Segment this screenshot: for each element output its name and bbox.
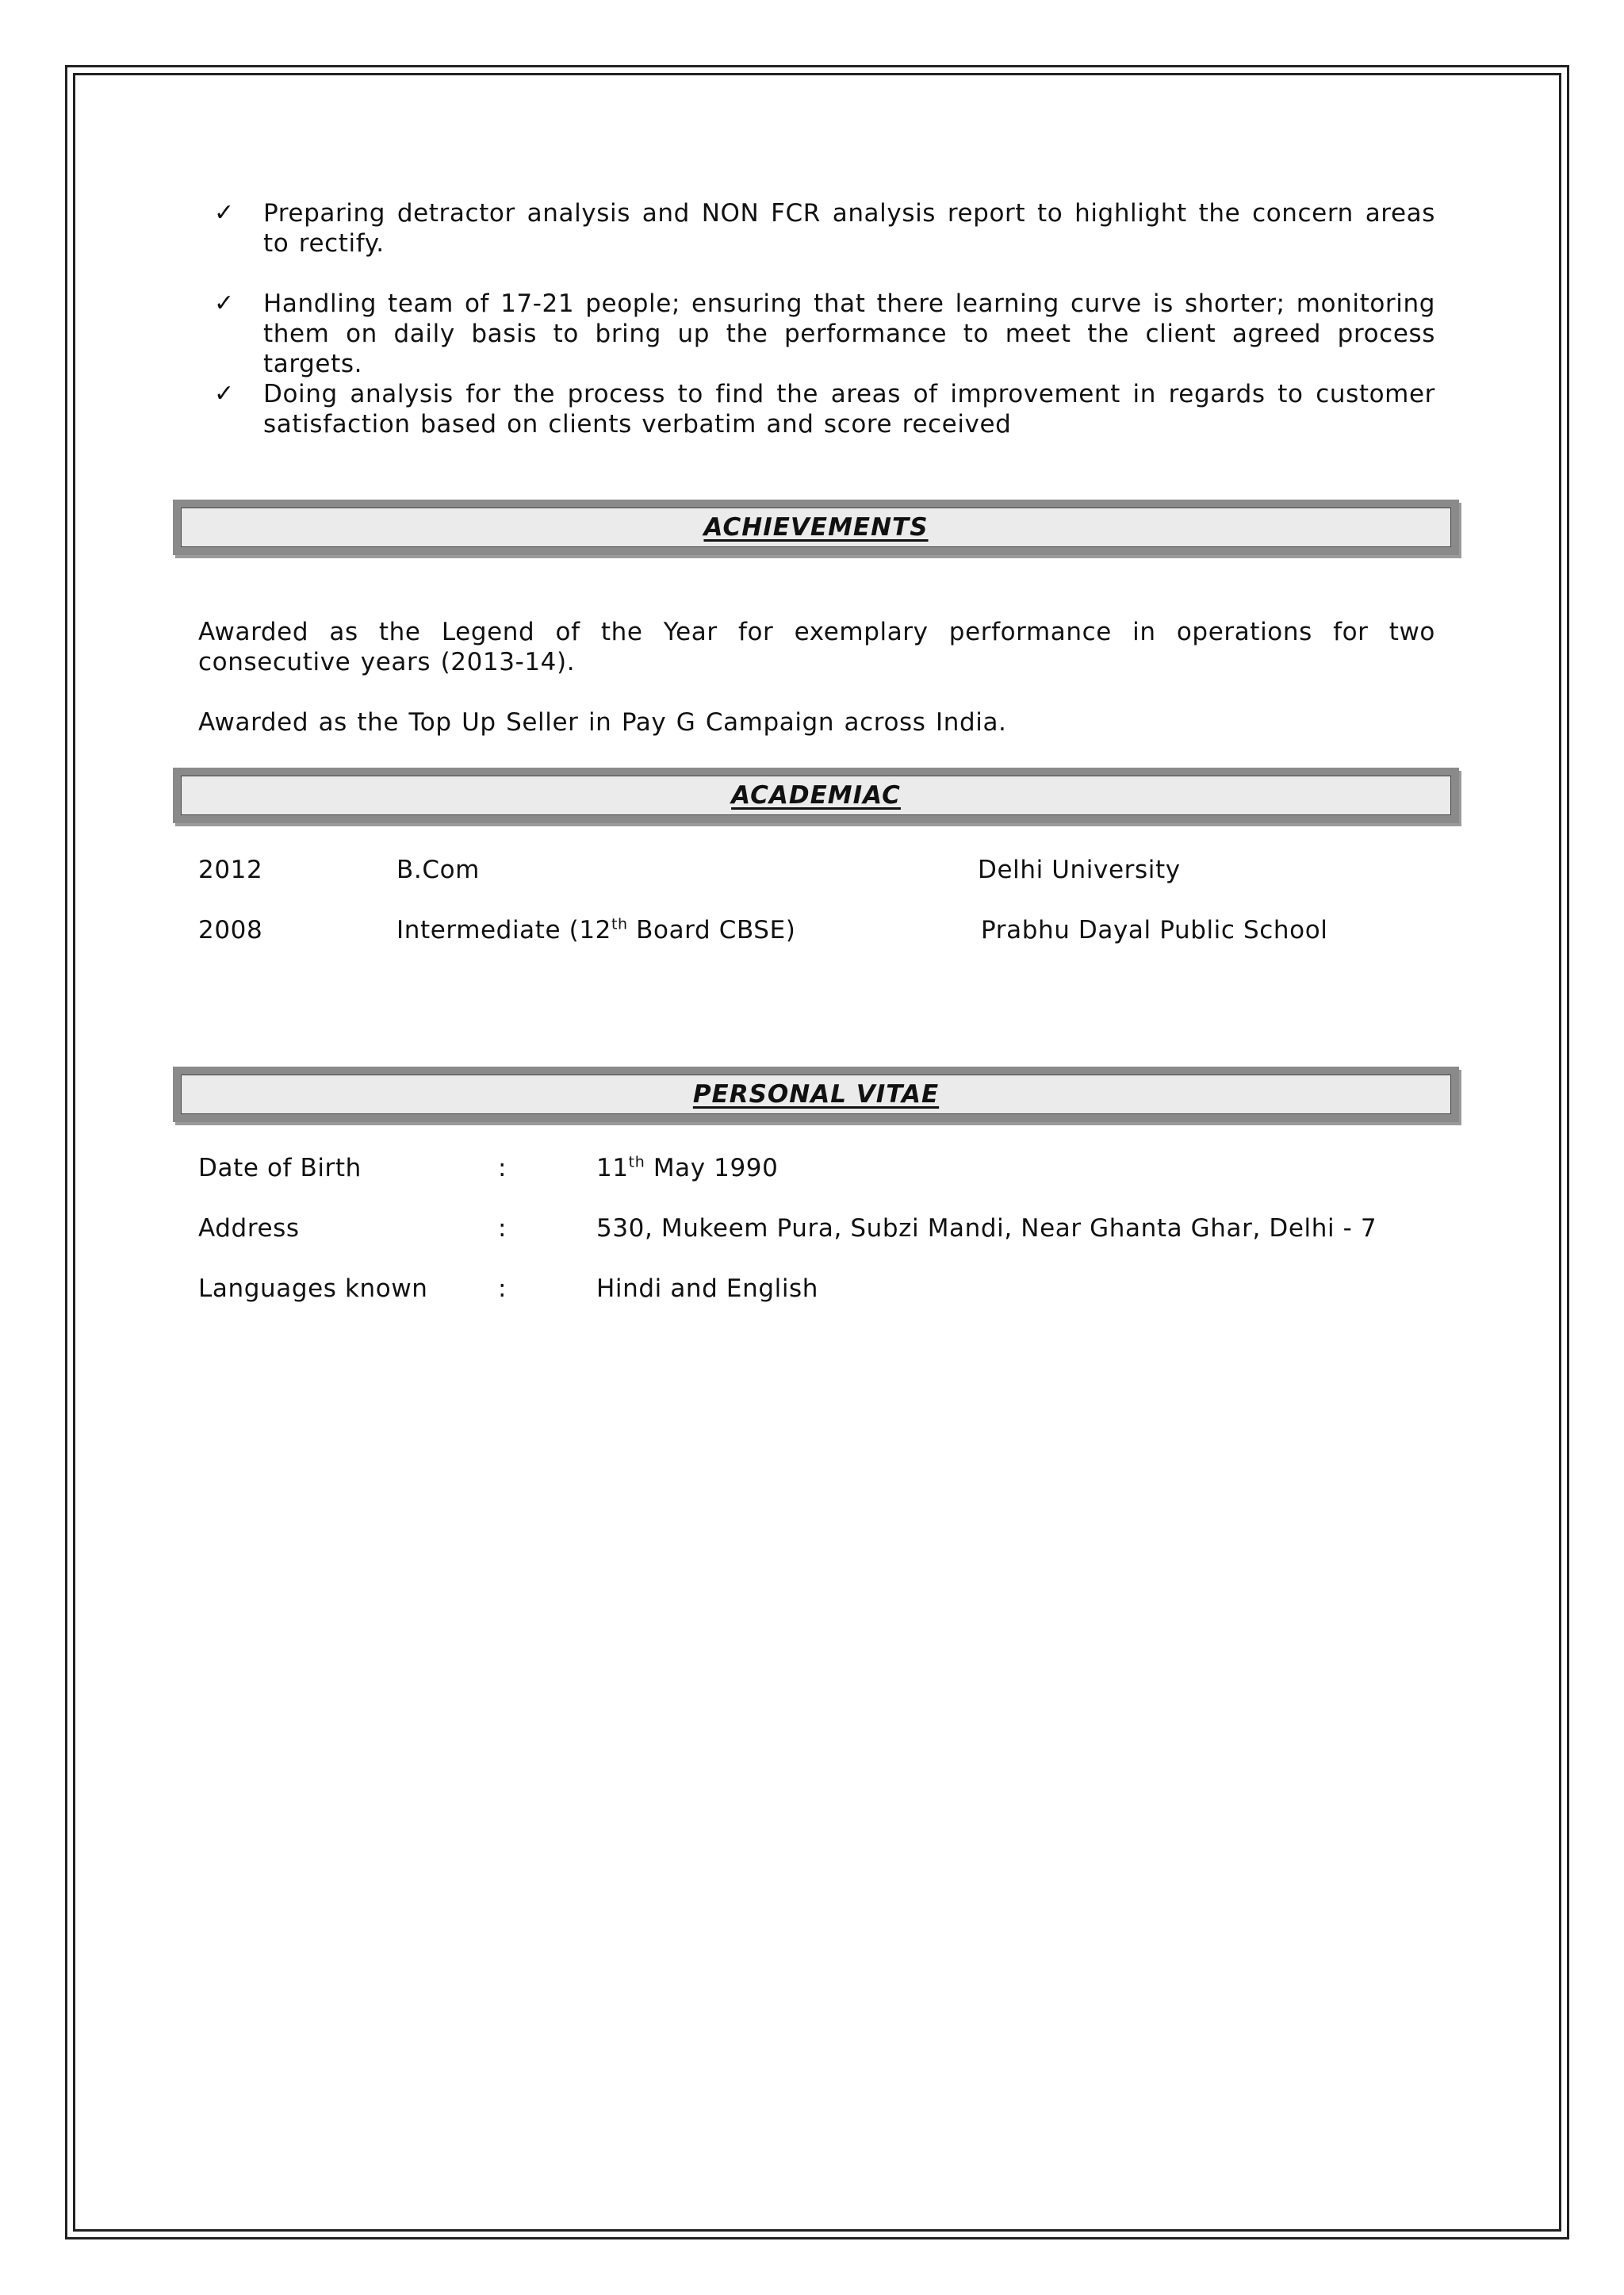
section-title: ACHIEVEMENTS	[703, 513, 929, 542]
achievement-item: Awarded as the Legend of the Year for exemplary performance in operations for two consecutive years (2013-14).	[198, 618, 1435, 676]
bullet-item	[214, 379, 1435, 439]
checkmark-icon: ✓	[214, 380, 235, 408]
academic-year: 2008	[198, 916, 263, 944]
section-title: ACADEMIAC	[731, 781, 901, 810]
checkmark-icon: ✓	[214, 199, 235, 227]
bullet-item	[214, 198, 1435, 259]
dob-label: Date of Birth	[198, 1154, 362, 1182]
bullet-text: Handling team of 17-21 people; ensuring that there learning curve is shorter; monitoring them on daily basis to bring up the performance to meet the client agreed process targets.	[263, 289, 1435, 378]
section-title: PERSONAL VITAE	[692, 1080, 940, 1109]
languages-value: Hindi and English	[596, 1274, 819, 1303]
bullet-text: Preparing detractor analysis and NON FCR analysis report to highlight the concern areas to rectify.	[263, 199, 1435, 258]
achievement-item: Awarded as the Top Up Seller in Pay G Campaign across India.	[198, 708, 1007, 737]
dob-value: 11th May 1990	[596, 1153, 779, 1182]
academic-degree: Intermediate (12th Board CBSE)	[396, 915, 796, 944]
separator: :	[498, 1154, 508, 1182]
separator: :	[498, 1274, 508, 1303]
bullet-text: Doing analysis for the process to find the areas of improvement in regards to customer satisfaction based on clients verbatim and score received	[263, 380, 1435, 439]
section-header-achievements	[173, 500, 1459, 555]
academic-institution: Prabhu Dayal Public School	[981, 916, 1328, 944]
academic-year: 2012	[198, 856, 263, 884]
academic-degree: B.Com	[396, 856, 480, 884]
languages-label: Languages known	[198, 1274, 428, 1303]
address-value: 530, Mukeem Pura, Subzi Mandi, Near Ghanta Ghar, Delhi - 7	[596, 1214, 1377, 1243]
section-header-personal	[173, 1067, 1459, 1122]
address-label: Address	[198, 1214, 300, 1243]
section-header-academic	[173, 768, 1459, 823]
bullet-item	[214, 289, 1435, 379]
checkmark-icon: ✓	[214, 289, 235, 317]
academic-institution: Delhi University	[978, 856, 1181, 884]
separator: :	[498, 1214, 508, 1243]
